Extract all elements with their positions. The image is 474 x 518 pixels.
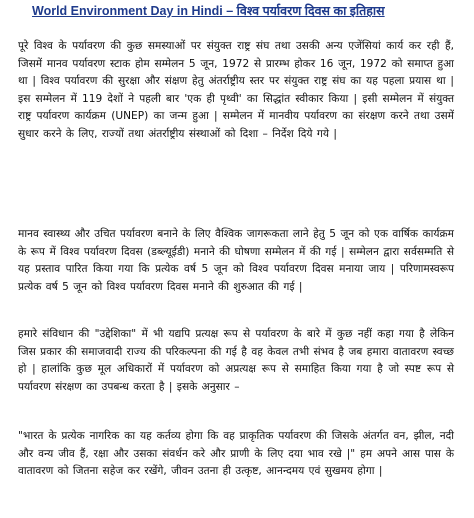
paragraph-citizen-duty: "भारत के प्रत्येक नागरिक का यह कर्तव्य होगा कि वह प्राकृतिक पर्यावरण की जिसके अंतर्गत वन, झील, नदी और वन्य जीव हैं, रक्षा और उसका संवर्धन करे और प्राणी के लिए दया भाव रखे |" हम अपने आस पास के वातावरण को जितना सहेज कर रखेंगे, जीवन उतना ही उत्कृष्ट, आनन्दमय एवं सुखमय होगा | [18,430,454,478]
paragraph-world-environment-day: मानव स्वास्थ्य और उचित पर्यावरण बनाने के लिए वैश्विक जागरूकता लाने हेतु 5 जून को एक वार्षिक कार्यक्रम के रूप में विश्व पर्यावरण दिवस (डब्ल्यूईडी) मनाने की घोषणा सम्मेलन में की गई | सम्मेलन द्वारा सर्वसम्मति से यह प्रस्ताव पारित किया गया कि प्रत्येक वर्ष 5 जून को विश्व पर्यावरण दिवस मनाया जाय | परिणामस्वरूप प्रत्येक वर्ष 5 जून को विश्व पर्यावरण दिवस मनाने की शुरुआत की गई | [18,228,454,293]
paragraph-stockholm-conference: पूरे विश्व के पर्यावरण की कुछ समस्याओं पर संयुक्त राष्ट्र संघ तथा उसकी अन्य एजेंसियां कार्य कर रही हैं, जिसमें मानव पर्यावरण स्टाक होम सम्मेलन 5 जून, 1972 से प्रारम्भ होकर 16 जून, 1972 को समाप्त हुआ था | विश्व पर्यावरण की सुरक्षा और संक्षण हेतु अंतर्राष्ट्रीय स्तर पर संयुक्त राष्ट्र संघ का यह पहला प्रयास था | इस सम्मेलन में 119 देशों ने पहली बार 'एक ही पृथ्वी' का सिद्धांत स्वीकार किया | इसी सम्मेलन में संयुक्त राष्ट्र पर्यावरण कार्यक्रम (UNEP) का जन्म हुआ | सम्मेलन में मानवीय पर्यावरण का संरक्षण करने तथा उसमें सुधार करने के लिए, राज्यों तथा अंतर्राष्ट्रीय संस्थाओं को दिशा – निर्देश दिये गये | [18,40,454,140]
page-title: World Environment Day in Hindi – विश्व पर्यावरण दिवस का इतिहास [32,4,385,18]
paragraph-constitution: हमारे संविधान की "उद्देशिका" में भी यद्यपि प्रत्यक्ष रूप से पर्यावरण के बारे में कुछ नहीं कहा गया है लेकिन जिस प्रकार की समाजवादी राज्य की परिकल्पना की गई है वह केवल तभी संभव है जब हमारा वातावरण स्वच्छ हो | हालांकि कुछ मूल अधिकारों में पर्यावरण को अप्रत्यक्ष रूप से समाहित किया गया है जो स्पष्ट रूप से पर्यावरण संरक्षण का उपबन्ध करता है | इसके अनुसार – [18,328,454,393]
